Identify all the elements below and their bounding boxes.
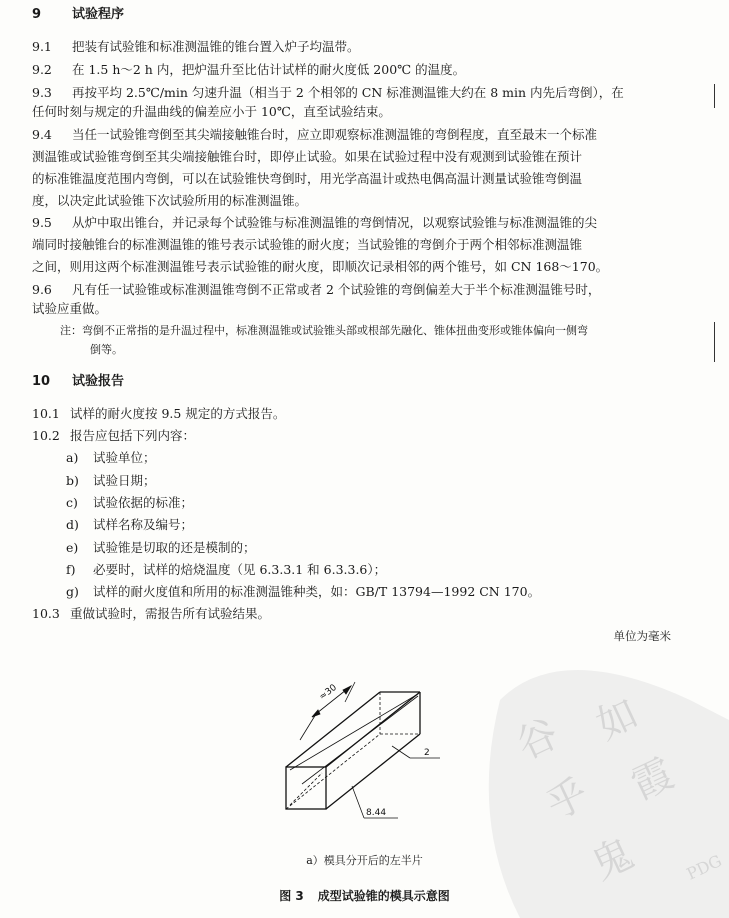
unit-label: 单位为毫米 — [613, 629, 671, 643]
watermark-seal — [489, 670, 729, 918]
list-text: 试验依据的标准； — [93, 495, 194, 510]
list-marker: a) — [66, 450, 79, 465]
list-text: 试样名称及编号； — [93, 517, 194, 532]
note-line: 注：弯倒不正常指的是升温过程中，标准测温锥或试验锥头部或根部先融化、锥体扭曲变形或锥体偏向一侧弯 — [60, 324, 588, 337]
svg-text:鬼: 鬼 — [584, 830, 641, 890]
list-text: 必要时，试样的焙烧温度（见 6.3.3.1 和 6.3.3.6）； — [93, 562, 387, 577]
leader-line — [392, 746, 410, 758]
clause-9-5-cont: 之间，则用这两个标准测温锥号表示试验锥的耐火度，即顺次记录相邻的两个锥号，如 CN 168～170。 — [32, 259, 609, 274]
clause-number: 10.3 — [32, 606, 60, 621]
list-marker: e) — [66, 540, 79, 555]
section-title: 试验程序 — [72, 7, 125, 22]
front-face — [286, 767, 326, 809]
section-title: 试验报告 — [72, 374, 125, 389]
clause-text: 从炉中取出锥台，并记录每个试验锥与标准测温锥的弯倒情况，以观察试验锥与标准测温锥的尖 — [72, 215, 598, 230]
top-left-edge — [286, 692, 380, 767]
svg-text:乎: 乎 — [539, 770, 596, 830]
clause-text: 报告应包括下列内容： — [70, 428, 196, 443]
list-text: 试验日期； — [93, 473, 156, 488]
figure-number: 图 3 — [279, 889, 304, 903]
clause-9-3-cont: 任何时刻与规定的升温曲线的偏差应小于 10℃，直至试验结束。 — [32, 104, 391, 119]
clause-number: 9.4 — [32, 127, 52, 142]
figure-subcaption: a）模具分开后的左半片 — [306, 854, 423, 867]
clause-9-6-cont: 试验应重做。 — [32, 301, 108, 316]
clause-text: 重做试验时，需报告所有试验结果。 — [70, 606, 271, 621]
svg-text:如: 如 — [589, 690, 646, 750]
dim-label-bottom: 8.44 — [366, 808, 387, 818]
list-marker: g) — [66, 584, 79, 599]
clause-text: 在 1.5 h～2 h 内，把炉温升至比估计试样的耐火度低 200℃ 的温度。 — [72, 62, 466, 77]
list-text: 试验锥是切取的还是模制的； — [93, 540, 256, 555]
list-text: 试样的耐火度值和所用的标准测温锥种类，如：GB/T 13794—1992 CN 170。 — [93, 584, 541, 599]
clause-number: 9.6 — [32, 282, 52, 297]
clause-text: 试样的耐火度按 9.5 规定的方式报告。 — [70, 406, 286, 421]
figure-title-text: 成型试验锥的模具示意图 — [317, 889, 450, 903]
bottom-right-edge — [326, 734, 420, 809]
hidden-line — [290, 773, 322, 805]
clause-number: 9.1 — [32, 39, 52, 54]
list-text: 试验单位； — [93, 450, 156, 465]
clause-9-5-cont: 端同时接触锥台的标准测温锥的锥号表示试验锥的耐火度；当试验锥的弯倒介于两个相邻标准测温锥 — [32, 237, 583, 252]
clause-number: 10.1 — [32, 406, 60, 421]
dim-label-top: ≈30 — [317, 682, 339, 703]
dim-label-right: 2 — [424, 748, 430, 758]
clause-number: 9.2 — [32, 62, 52, 77]
clause-text: 凡有任一试验锥或标准测温锥弯倒不正常或者 2 个试验锥的弯倒偏差大于半个标准测温锥号时， — [72, 282, 601, 297]
svg-text:谷: 谷 — [509, 710, 566, 770]
clause-number: 9.3 — [32, 85, 52, 100]
ext-line — [300, 714, 316, 740]
section-number: 9 — [32, 7, 42, 22]
hidden-line — [286, 734, 380, 809]
clause-number: 10.2 — [32, 428, 60, 443]
arrow-head — [312, 710, 320, 717]
figure-title — [0, 887, 729, 904]
list-marker: c) — [66, 495, 78, 510]
list-marker: b) — [66, 473, 79, 488]
cavity-line — [290, 694, 418, 770]
top-right-edge — [326, 692, 420, 767]
leader-line — [352, 786, 364, 818]
clause-text: 把装有试验锥和标准测温锥的锥台置入炉子均温带。 — [72, 39, 360, 54]
clause-text: 再按平均 2.5℃/min 匀速升温（相当于 2 个相邻的 CN 标准测温锥大约在 8 min 内先后弯倒），在 — [72, 85, 624, 100]
note-line-cont: 倒等。 — [90, 343, 123, 356]
section-number: 10 — [32, 374, 51, 389]
svg-text:霞: 霞 — [624, 750, 681, 810]
svg-text:PDG: PDG — [683, 851, 725, 884]
clause-number: 9.5 — [32, 215, 52, 230]
clause-9-4-cont: 度，以决定此试验锥下次试验所用的标准测温锥。 — [32, 193, 308, 208]
list-marker: d) — [66, 517, 79, 532]
clause-9-4-cont: 的标准锥温度范围内弯倒，可以在试验锥快弯倒时，用光学高温计或热电偶高温计测量试验锥弯倒温 — [32, 171, 583, 186]
dimension-right — [392, 746, 440, 758]
list-marker: f) — [66, 562, 76, 577]
clause-text: 当任一试验锥弯倒至其尖端接触锥台时，应立即观察标准测温锥的弯倒程度，直至最末一个标准 — [72, 127, 598, 142]
clause-9-4-cont: 测温锥或试验锥弯倒至其尖端接触锥台时，即停止试验。如果在试验过程中没有观测到试验锥在预计 — [32, 149, 583, 164]
